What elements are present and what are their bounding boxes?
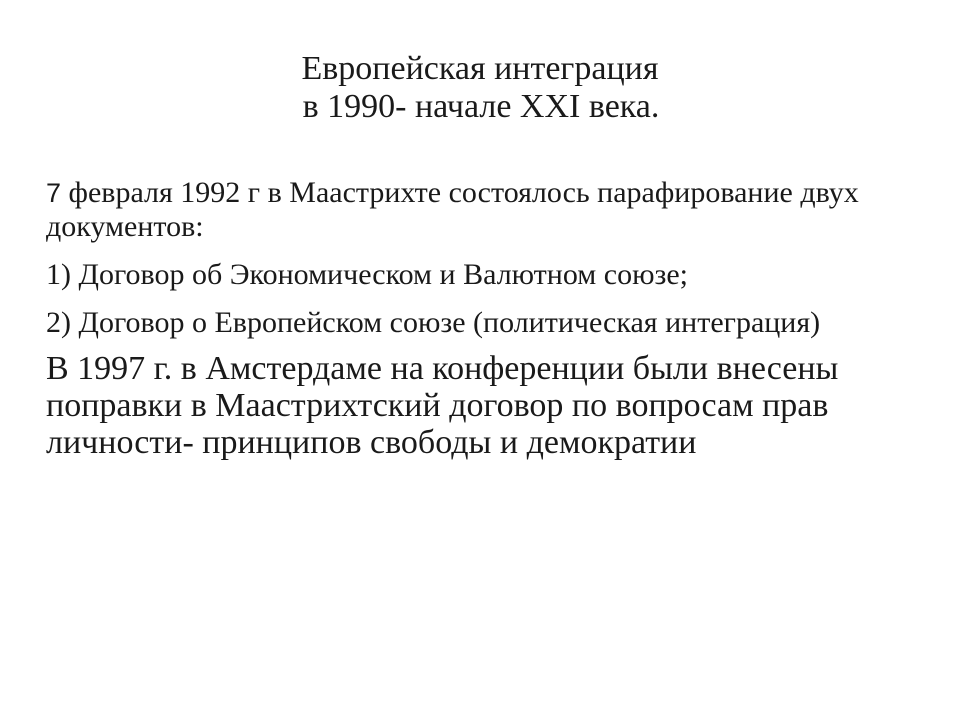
list-item-1: 1) Договор об Экономическом и Валютном союзе; [46, 258, 688, 291]
title-line-1: Европейская интеграция [301, 50, 659, 87]
slide-body [46, 176, 936, 461]
intro-date-number: 7 [46, 178, 62, 208]
amsterdam-paragraph: В 1997 г. в Амстердаме на конференции были внесены поправки в Маастрихтский договор по вопросам прав личности- принципов свободы и демократии [46, 350, 839, 461]
intro-paragraph [46, 176, 936, 244]
intro-text: февраля 1992 г в Маастрихте состоялось парафирование двух документов: [46, 176, 859, 243]
title-line-2: в 1990- начале XXI века. [302, 88, 660, 125]
list-item-2: 2) Договор о Европейском союзе (политическая интеграция) [46, 306, 821, 339]
slide-title [0, 50, 960, 126]
